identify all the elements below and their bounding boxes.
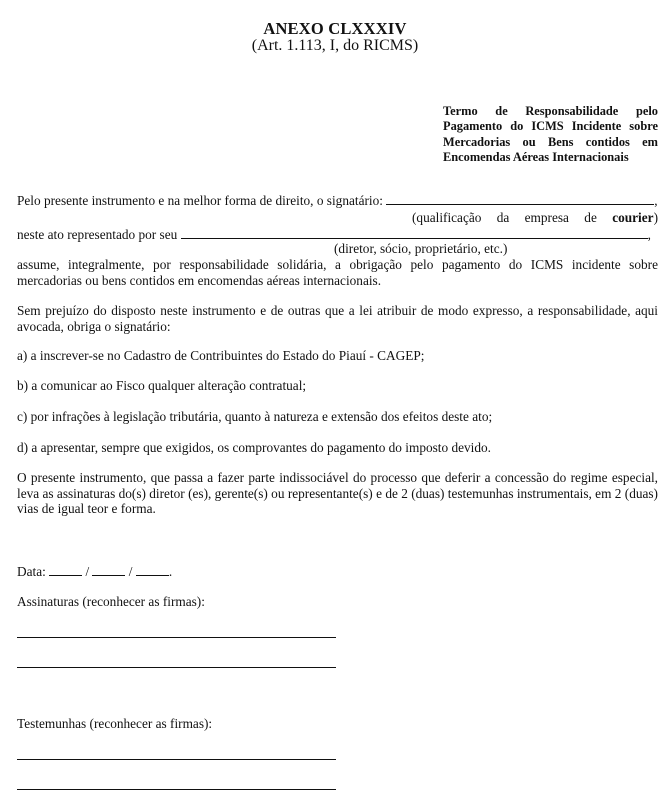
- document-title: ANEXO CLXXXIV: [263, 19, 407, 38]
- courier-word: courier: [612, 210, 654, 225]
- date-sep-2: /: [125, 564, 136, 579]
- obligation-d: d) a apresentar, sempre que exigidos, os comprovantes do pagamento do imposto devido.: [17, 440, 491, 455]
- term-heading: Termo de Responsabilidade pelo Pagamento do ICMS Incidente sobre Mercadorias ou Bens contidos em Encomendas Aéreas Internacionais: [443, 104, 658, 164]
- representative-text: neste ato representado por seu: [17, 227, 181, 242]
- signatures-label: Assinaturas (reconhecer as firmas):: [17, 594, 205, 609]
- role-caption: (diretor, sócio, proprietário, etc.): [334, 241, 508, 256]
- company-qualification-caption: [412, 210, 658, 226]
- date-month-blank[interactable]: [92, 564, 125, 576]
- obligation-b: b) a comunicar ao Fisco qualquer alteração contratual;: [17, 378, 307, 393]
- date-end: .: [168, 564, 173, 579]
- signatory-blank[interactable]: [386, 193, 654, 205]
- obligation-a: a) a inscrever-se no Cadastro de Contribuintes do Estado do Piauí - CAGEP;: [17, 348, 425, 363]
- signatory-text: Pelo presente instrumento e na melhor forma de direito, o signatário:: [17, 193, 387, 208]
- date-label: Data:: [17, 564, 50, 579]
- document-subtitle: (Art. 1.113, I, do RICMS): [251, 37, 419, 54]
- qualification-text: (qualificação da empresa de: [412, 210, 613, 225]
- witnesses-label: Testemunhas (reconhecer as firmas):: [17, 716, 213, 731]
- date-line: [17, 564, 658, 580]
- witness-line-1[interactable]: [17, 759, 336, 760]
- representative-comma: ,: [647, 227, 651, 242]
- signature-line-2[interactable]: [17, 667, 336, 668]
- paragraph-obligations: Sem prejuízo do disposto neste instrumento e de outras que a lei atribuir de modo expresso, a responsabilidade, aqui avocada, obriga o signatário:: [17, 303, 658, 334]
- date-day-blank[interactable]: [49, 564, 82, 576]
- date-year-blank[interactable]: [136, 564, 169, 576]
- signatory-line: [17, 193, 658, 209]
- witness-line-2[interactable]: [17, 789, 336, 790]
- signatory-comma: ,: [654, 193, 658, 208]
- paragraph-signatures: O presente instrumento, que passa a fazer parte indissociável do processo que deferir a concessão do regime especial, leva as assinaturas do(s) diretor (es), gerente(s) ou representante(s) e de 2 (duas) testemunhas instrumentais, em 2 (duas) vias de igual teor e forma.: [17, 470, 658, 516]
- qualification-close: ): [653, 210, 658, 225]
- signature-line-1[interactable]: [17, 637, 336, 638]
- paragraph-assume: assume, integralmente, por responsabilidade solidária, a obrigação pelo pagamento do ICMS incidente sobre mercadorias ou bens contidos em encomendas aéreas internacionais.: [17, 257, 658, 288]
- date-sep-1: /: [82, 564, 93, 579]
- obligation-c: c) por infrações à legislação tributária, quanto à natureza e extensão dos efeitos deste ato;: [17, 409, 493, 424]
- representative-blank[interactable]: [181, 227, 648, 239]
